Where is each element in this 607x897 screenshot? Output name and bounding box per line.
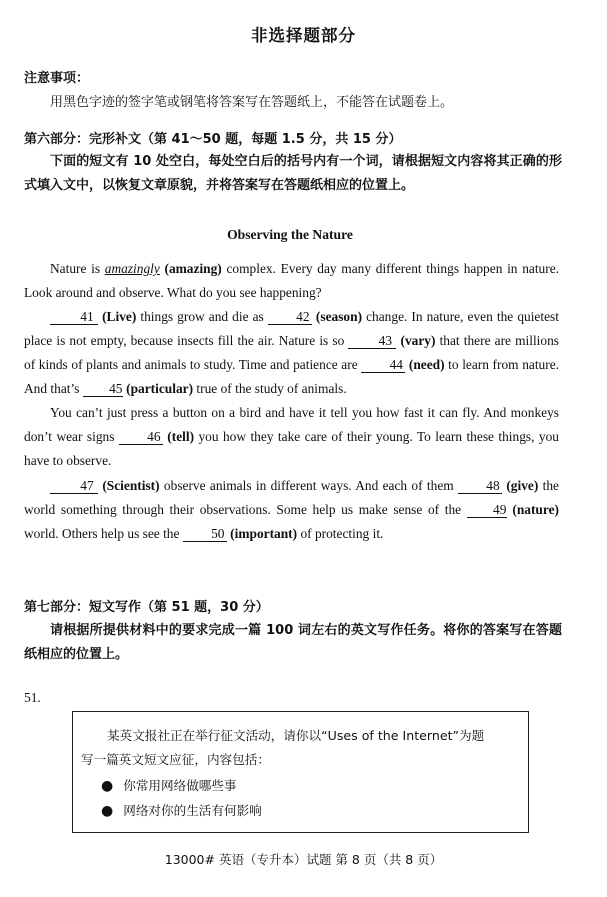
example-hint: (amazing) <box>164 261 222 276</box>
passage-paragraph-3: You can’t just press a button on a bird and have it tell you how fast it can fly. And monkeys don’t wear signs 46 (tell) you how they take care of their young. To learn these things, you have to observe. <box>24 405 559 468</box>
writing-task-box <box>72 711 529 833</box>
hint-41: (Live) <box>102 309 137 324</box>
hint-45: (particular) <box>126 381 194 396</box>
part7-instruction: 请根据所提供材料中的要求完成一篇 100 词左右的英文写作任务。将你的答案写在答题纸相应的位置上。 <box>24 623 562 662</box>
blank-49[interactable]: 49 <box>467 502 507 518</box>
blank-50[interactable]: 50 <box>183 526 227 542</box>
part7-heading: 第七部分：短文写作（第 51 题，30 分） <box>24 600 269 615</box>
blank-44[interactable]: 44 <box>361 357 405 373</box>
passage-title: Observing the Nature <box>227 227 353 242</box>
hint-47: (Scientist) <box>102 478 160 493</box>
bullet-icon: ● <box>101 778 114 794</box>
bullet-icon: ● <box>101 803 114 819</box>
notice-text: 用黑色字迹的签字笔或钢笔将答案写在答题纸上，不能答在试题卷上。 <box>50 95 454 110</box>
passage-paragraph-2: 41 (Live) things grow and die as 42 (season) change. In nature, even the quietest place is not empty, because insects fill the air. Nature is so 43 (vary) that there are millions of kinds of plants and animals to study. Time and patience are 44 (need) to learn from nature. And that’s 45 (particular) true of the study of animals. <box>24 309 559 396</box>
question-number: 51. <box>24 690 41 705</box>
page-footer: 13000# 英语（专升本）试题 第 8 页（共 8 页） <box>164 852 443 867</box>
blank-43[interactable]: 43 <box>348 333 396 349</box>
hint-43: (vary) <box>400 333 436 348</box>
passage-paragraph-4: 47 (Scientist) observe animals in different ways. And each of them 48 (give) the world something through their observations. Some help us make sense of the 49 (nature) world. Others help us see the 50 (important) of protecting it. <box>24 478 559 541</box>
page-title: 非选择题部分 <box>251 26 356 45</box>
hint-42: (season) <box>315 309 363 324</box>
example-answer: amazingly <box>104 261 160 276</box>
hint-50: (important) <box>230 526 298 541</box>
task-line-2: 写一篇英文短文应征，内容包括： <box>81 752 270 767</box>
blank-41[interactable]: 41 <box>50 309 98 325</box>
hint-49: (nature) <box>512 502 559 517</box>
blank-48[interactable]: 48 <box>458 478 502 494</box>
task-line-1: 某英文报社正在举行征文活动，请你以“Uses of the Internet”为题 <box>107 728 485 743</box>
blank-47[interactable]: 47 <box>50 478 98 494</box>
hint-48: (give) <box>506 478 539 493</box>
blank-42[interactable]: 42 <box>268 309 312 325</box>
passage-paragraph-1: Nature is amazingly (amazing) complex. Every day many different things happen in nature. Look around and observe. What do you see happening? <box>24 261 559 300</box>
notice-heading: 注意事项： <box>24 71 90 86</box>
hint-46: (tell) <box>167 429 195 444</box>
part6-heading: 第六部分：完形补文（第 41～50 题，每题 1.5 分，共 15 分） <box>24 132 402 147</box>
blank-45[interactable]: 45 <box>83 381 123 397</box>
blank-46[interactable]: 46 <box>119 429 163 445</box>
hint-44: (need) <box>408 357 445 372</box>
task-point: ● 你常用网络做哪些事 <box>101 778 237 794</box>
part6-instruction: 下面的短文有 10 处空白，每处空白后的括号内有一个词，请根据短文内容将其正确的形式填入文中，以恢复文章原貌，并将答案写在答题纸相应的位置上。 <box>24 154 562 193</box>
task-point: ● 网络对你的生活有何影响 <box>101 803 262 819</box>
